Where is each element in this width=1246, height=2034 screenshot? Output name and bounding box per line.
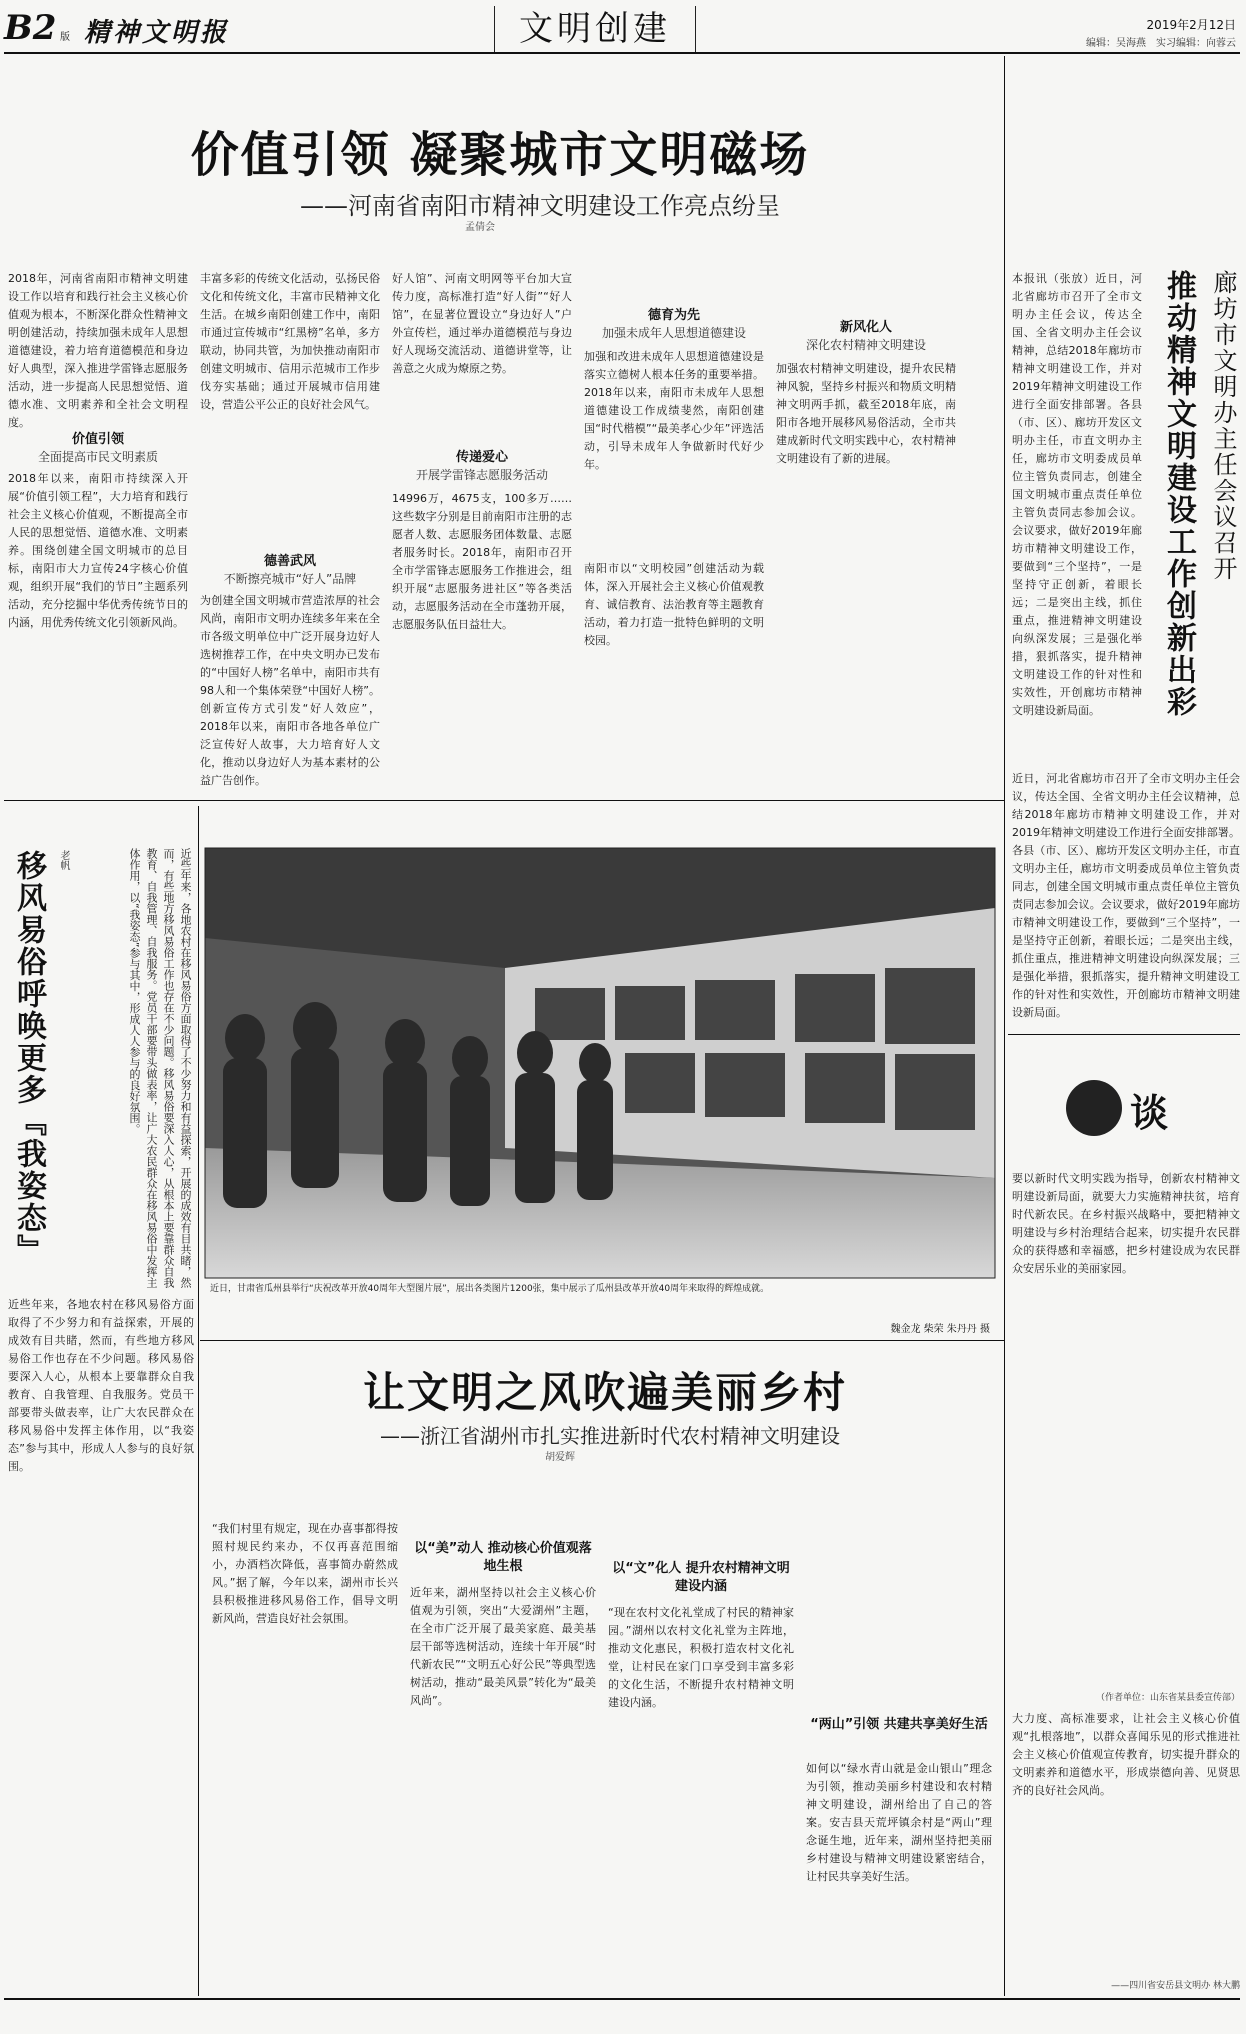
masthead <box>4 6 1240 50</box>
commentary-headline: 移风易俗呼唤更多『我姿态』 <box>11 850 46 1266</box>
section-subheading: 全面提高市民文明素质 <box>37 450 158 464</box>
exhibition-photo <box>205 848 995 1278</box>
story2-section-heading: “两山”引领 共建共享美好生活 <box>810 1717 988 1732</box>
lead-bottom-rule <box>4 800 1004 801</box>
lead-column-4: 加强和改进未成年人思想道德建设是落实立德树人根本任务的重要举措。2018年以来，南阳市未成年人思想道德建设工作成绩斐然，南阳创建国“时代楷模”“最美孝心少年”评选活动，引导未成年人争做新时代好少年。 <box>584 350 764 471</box>
page-suffix: 版 <box>60 32 70 43</box>
story2-column-2: 近年来，湖州坚持以社会主义核心价值观为引领，突出“大爱湖州”主题，在全市广泛开展了最美家庭、最美基层干部等选树活动，连续十年开展“时代新农民”“文明五心好公民”等典型选树活动，推动“最美风景”转化为“最美风尚”。 <box>410 1586 596 1707</box>
commentary-body: 近些年来，各地农村在移风易俗方面取得了不少努力和有益探索，开展的成效有目共睹，然而，有些地方移风易俗工作也存在不少问题。移风易俗要深入人心，从根本上要靠群众自我教育、自我管理、自我服务。党员干部要带头做表率，让广大农民群众在移风易俗中发挥主体作用，以“我姿态”参与其中，形成人人参与的良好氛围。 <box>128 848 192 1288</box>
photo-credit: 魏金龙 柴荣 朱丹丹 摄 <box>890 1324 990 1335</box>
story2-author: 胡爱辉 <box>545 1452 575 1463</box>
opinion-body: 要以新时代文明实践为指导，创新农村精神文明建设新局面，就要大力实施精神扶贫，培育时代新农民。在乡村振兴战略中，要把精神文明建设与乡村治理结合起来，切实提升农民群众的获得感和幸福感，把乡村建设成为农民群众安居乐业的美丽家园。 <box>1012 1172 1240 1275</box>
lead-author: 孟倩会 <box>465 222 495 233</box>
opinion-byline: （作者单位：山东省某县委宣传部） <box>1095 1693 1240 1703</box>
lead-column-5: 加强农村精神文明建设，提升农民精神风貌，坚持乡村振兴和物质文明精神文明两手抓，截至2018年底，南阳市各地开展移风易俗活动，全市共建成新时代文明实践中心，农村精神文明建设有了新的进展。 <box>776 362 956 465</box>
photo-illustration <box>205 848 995 1278</box>
lead-subtitle: ——河南省南阳市精神文明建设工作亮点纷呈 <box>300 192 780 220</box>
lead-column-2b: 为创建全国文明城市营造浓厚的社会风尚，南阳市文明办连续多年来在全市各级文明单位中广泛开展身边好人选树推荐工作，在中央文明办已发布的“中国好人榜”名单中，南阳市共有98人和一个集体荣登“中国好人榜”。创新宣传方式引发“好人效应”，2018年以来，南阳市各地各单位广泛宣传好人故事，大力培育好人文化，推动以身边好人为基本素材的公益广告创作。 <box>200 594 380 787</box>
story2-column-3: “现在农村文化礼堂成了村民的精神家园。”湖州以农村文化礼堂为主阵地，推动文化惠民，积极打造农村文化礼堂，让村民在家门口享受到丰富多彩的文化生活，不断提升农村精神文明建设内涵。 <box>608 1606 794 1709</box>
photo-caption: 近日，甘肃省瓜州县举行“庆祝改革开放40周年大型图片展”，展出各类图片1200张，集中展示了瓜州县改革开放40周年来取得的辉煌成就。 <box>210 1284 770 1294</box>
lead-column-4b: 南阳市以“文明校园”创建活动为载体，深入开展社会主义核心价值观教育、诚信教育、法治教育等主题教育活动，着力打造一批特色鲜明的文明校园。 <box>584 562 764 647</box>
opinion-badge-icon <box>1066 1080 1122 1136</box>
section-heading: 传递爱心 <box>455 450 508 465</box>
lead-column-3b: 14996万，4675支，100多万……这些数字分别是目前南阳市注册的志愿者人数、志愿服务团体数量、志愿者服务时长。2018年，南阳市召开全市学雷锋志愿服务工作推进会，组织开展“志愿服务进社区”等各类活动，志愿服务活动在全市蓬勃开展，志愿服务队伍日益壮大。 <box>392 492 572 631</box>
photo-bottom-rule <box>200 1340 1004 1341</box>
brief-more-text: 近日，河北省廊坊市召开了全市文明办主任会议，传达全国、全省文明办主任会议精神，总结2018年廊坊市精神文明建设工作，并对2019年精神文明建设工作进行全面安排部署。各县（市、区）、廊坊开发区文明办主任，市直文明办主任，廊坊市文明委成员单位主管负责同志，创建全国文明城市重点责任单位主管负责同志参加会议。会议要求，做好2019年廊坊市精神文明建设工作，要做到“三个坚持”，一是坚持守正创新，着眼长远；二是突出主线，抓住重点，推进精神文明建设向纵深发展；三是强化举措，狠抓落实，提升精神文明建设工作的针对性和实效性，开创廊坊市精神文明建设新局面。 <box>1012 772 1240 1019</box>
section-heading: 德善武风 <box>263 554 316 569</box>
paper-name: 精神文明报 <box>84 18 230 48</box>
brief-text: 近日，河北省廊坊市召开了全市文明办主任会议，传达全国、全省文明办主任会议精神，总结2018年廊坊市精神文明建设工作，并对2019年精神文明建设工作进行全面安排部署。各县（市、区）、廊坊开发区文明办主任，市直文明办主任，廊坊市文明委成员单位主管负责同志，创建全国文明城市重点责任单位主管负责同志参加会议。会议要求，做好2019年廊坊市精神文明建设工作，要做到“三个坚持”，一是坚持守正创新，着眼长远；二是突出主线，抓住重点，推进精神文明建设向纵深发展；三是强化举措，狠抓落实，提升精神文明建设工作的针对性和实效性，开创廊坊市精神文明建设新局面。 <box>1012 272 1143 717</box>
story2-section-heading: 以“美”动人 推动核心价值观落地生根 <box>414 1541 592 1574</box>
commentary-body-cont: 近些年来，各地农村在移风易俗方面取得了不少努力和有益探索，开展的成效有目共睹，然而，有些地方移风易俗工作也存在不少问题。移风易俗要深入人心，从根本上要靠群众自我教育、自我管理、自我服务。党员干部要带头做表率，让广大农民群众在移风易俗中发挥主体作用，以“我姿态”参与其中，形成人人参与的良好氛围。 <box>8 1298 194 1473</box>
section-subheading: 深化农村精神文明建设 <box>805 338 926 352</box>
section-title: 文明创建 <box>519 9 671 49</box>
story2-headline: 让文明之风吹遍美丽乡村 <box>362 1368 847 1417</box>
section-subheading: 开展学雷锋志愿服务活动 <box>415 468 548 482</box>
lead-column-1: 2018年以来，南阳市持续深入开展“价值引领工程”，大力培育和践行社会主义核心价值观，不断提高全市人民的思想觉悟、道德水准、文明素养。围绕创建全国文明城市的总目标，南阳市大力宣传24字核心价值观，组织开展“我们的节日”主题系列活动，充分挖掘中华优秀传统节日的内涵，用优秀传统文化引领新风尚。 <box>8 472 188 629</box>
brief-lead-text <box>1012 270 1142 760</box>
lead-headline: 价值引领 凝聚城市文明磁场 <box>190 127 810 183</box>
page-bottom-rule <box>4 1998 1240 2000</box>
brief-headline: 推动精神文明建设工作创新出彩 <box>1161 270 1196 718</box>
masthead-rule <box>4 52 1240 54</box>
brief-bottom-rule <box>1008 1034 1240 1035</box>
section-subheading: 不断擦亮城市“好人”品牌 <box>223 572 357 586</box>
lead-column-2: 丰富多彩的传统文化活动，弘扬民俗文化和传统文化，丰富市民精神文化生活。在城乡南阳创建工作中，南阳市通过宣传城市“红黑榜”名单，多方联动，协同共管，为加快推动南阳市创建文明城市、信用示范城市工作步伐夯实基础；通过开展城市信用建设，营造公平公正的良好社会风气。 <box>200 272 380 411</box>
page-number: B2 <box>4 8 57 48</box>
column-divider <box>1004 56 1005 1996</box>
opinion-body-2: 大力度、高标准要求，让社会主义核心价值观“扎根落地”，以群众喜闻乐见的形式推进社会主义核心价值观宣传教育，切实提升群众的文明素养和道德水平，形成崇德向善、见贤思齐的良好社会风尚。 <box>1012 1712 1240 1797</box>
lead-intro: 2018年，河南省南阳市精神文明建设工作以培育和践行社会主义核心价值观为根本，不断深化群众性精神文明创建活动，持续加强未成年人思想道德建设，着力培育道德模范和身边好人典型，深入推进学雷锋志愿服务活动，进一步提高人民思想觉悟、道德水准、文明素养和全社会文明程度。 <box>8 272 188 429</box>
section-heading: 德育为先 <box>647 308 700 323</box>
section-heading: 价值引领 <box>71 432 124 447</box>
story2-column-4: 如何以“绿水青山就是金山银山”理念为引领，推动美丽乡村建设和农村精神文明建设，湖州给出了自己的答案。安吉县天荒坪镇余村是“两山”理念诞生地，近年来，湖州坚持把美丽乡村建设与精神文明建设紧密结合，让村民共享美好生活。 <box>806 1762 992 1883</box>
brief-source: 本报讯（张放） <box>1012 272 1096 285</box>
opinion-byline-2: ——四川省安岳县文明办 林大鹏 <box>1111 1981 1240 1991</box>
issue-date: 2019年2月12日 <box>1146 18 1236 32</box>
lead-column-3: 好人馆”、河南文明网等平台加大宣传力度，高标准打造“好人街”“好人馆”，在显著位置设立“身边好人”户外宣传栏，通过举办道德模范与身边好人现场交流活动、道德讲堂等，让善意之火成为燎原之势。 <box>392 272 572 375</box>
story2-intro: “我们村里有规定，现在办喜事都得按照村规民约来办，不仅再喜范围缩小，办酒档次降低，喜事简办蔚然成风。”据了解，今年以来，湖州市长兴县积极推进移风易俗工作，倡导文明新风尚，营造良好社会氛围。 <box>212 1522 398 1625</box>
section-subheading: 加强未成年人思想道德建设 <box>601 326 746 340</box>
story2-subtitle: ——浙江省湖州市扎实推进新时代农村精神文明建设 <box>380 1424 840 1448</box>
brief-kicker: 廊坊市文明办主任会议召开 <box>1209 270 1237 582</box>
commentary-divider <box>198 806 199 1996</box>
opinion-tag: 谈 <box>1130 1091 1169 1135</box>
story2-section-heading: 以“文”化人 提升农村精神文明建设内涵 <box>612 1561 790 1594</box>
editors-line: 编辑：吴海燕 实习编辑：向蓉云 <box>1086 38 1236 49</box>
section-heading: 新风化人 <box>839 320 892 335</box>
commentary-author: 老帆 <box>58 850 69 870</box>
